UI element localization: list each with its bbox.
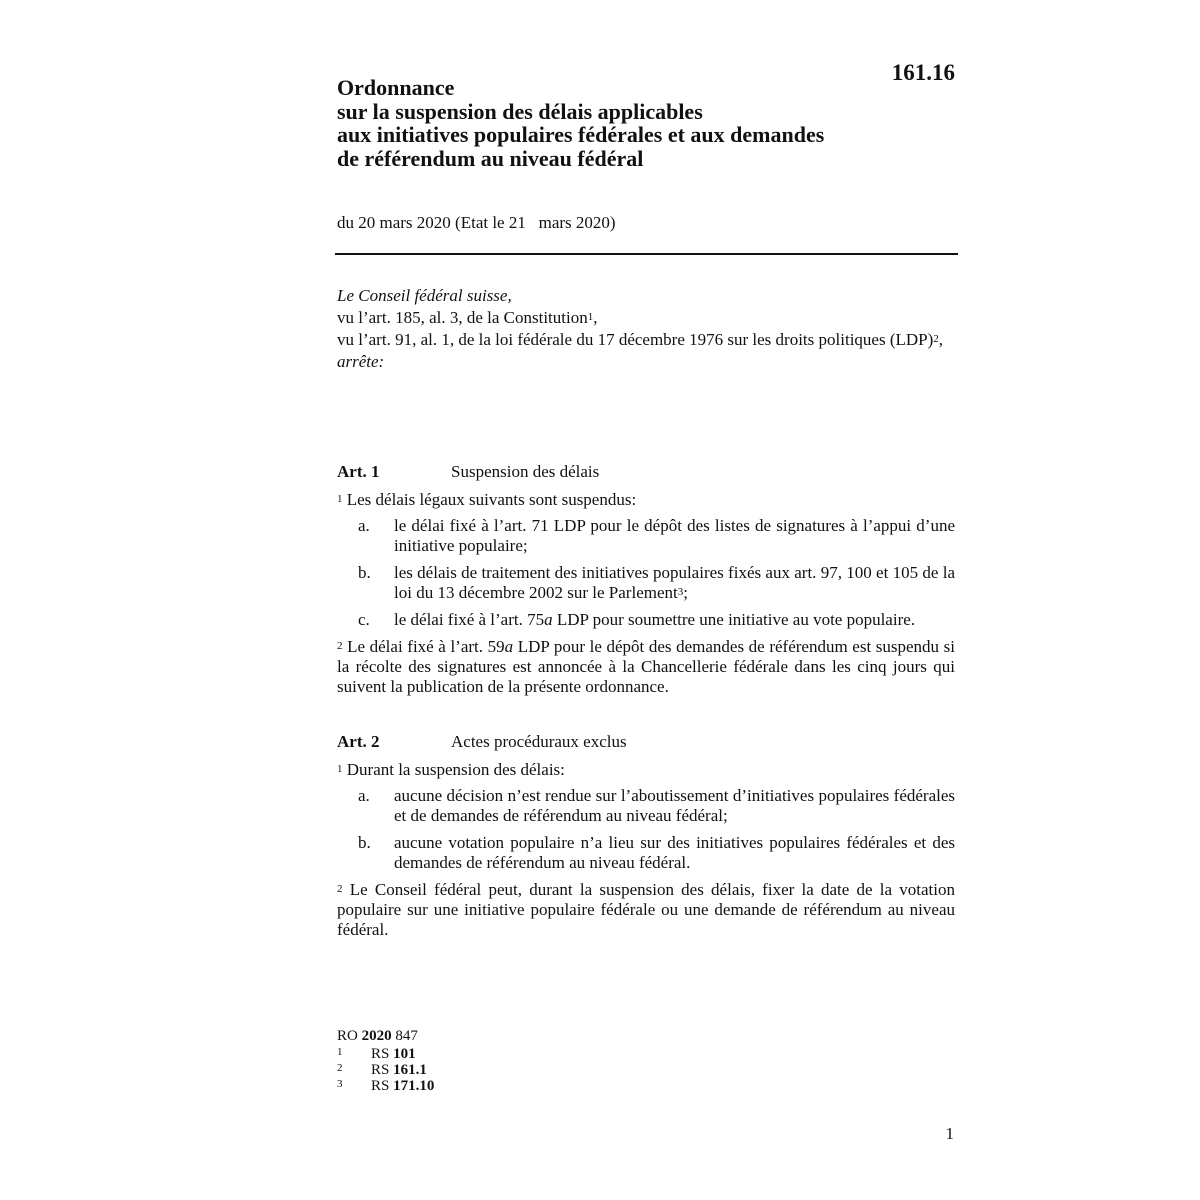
article-number: Art. 2 [337,732,380,751]
footnote-ref-number[interactable]: 171.10 [393,1078,435,1094]
item-letter: b. [358,563,371,582]
list-item [337,516,955,556]
ro-page: 847 [391,1028,418,1044]
title-line: sur la suspension des délais applicables [337,98,703,124]
footnote-prefix: RS [371,1078,394,1094]
paragraph-text: Le Conseil fédéral peut, durant la suspension des délais, fixer la date de la votation populaire sur une initiative populaire fédérale ou une demande de référendum au niveau fédéral. [337,880,955,939]
sr-number: 161.16 [891,60,955,85]
document-title [337,76,937,170]
paragraph-number: 1 [337,493,343,505]
article-suffix: a [504,637,514,656]
preamble-basis-2 [337,330,957,350]
item-text [394,563,955,603]
paragraph-text: Durant la suspension des délais: [342,760,565,779]
paragraph-number: 2 [337,883,343,895]
footnote-number: 1 [337,1046,343,1058]
item-letter: a. [358,786,370,805]
footnote-ref[interactable]: 1 [587,311,594,323]
paragraph-text: LDP pour le dépôt des demandes de référendum est suspendu si la récolte des signatures est annoncée à la Chancellerie fédérale dans les cinq jours qui suivent la publication de la présente ordonnance. [337,637,955,696]
item-letter: a. [358,516,370,535]
date-line: du 20 mars 2020 (Etat le 21 mars 2020) [337,213,616,232]
ro-prefix: RO [337,1028,362,1044]
list-item [337,786,955,826]
footnote-prefix: RS [371,1046,394,1062]
ro-year: 2020 [361,1028,392,1044]
paragraph-1 [337,760,955,780]
article-suffix: a [544,610,553,629]
paragraph-2 [337,637,955,697]
article-2 [337,732,955,946]
item-text-body: les délais de traitement des initiatives populaires fixés aux art. 97, 100 et 105 de la loi du 13 décembre 2002 sur le Parlement [394,563,955,602]
footnote-ref[interactable]: 3 [677,586,684,598]
title-line: de référendum au niveau fédéral [337,145,644,171]
item-text: aucune votation populaire n’a lieu sur des initiatives populaires fédérales et des demandes de référendum au niveau fédéral. [394,833,955,872]
footnote-prefix: RS [371,1062,394,1078]
item-text-body: LDP pour soumettre une initiative au vote populaire. [552,610,916,629]
ro-reference [337,1028,434,1044]
item-list [337,786,955,873]
item-text: le délai fixé à l’art. 71 LDP pour le dépôt des listes de signatures à l’appui d’une initiative populaire; [394,516,955,555]
title-line: Ordonnance [337,75,455,100]
header-divider [335,253,958,255]
article-number: Art. 1 [337,462,380,481]
article-header [337,732,955,752]
article-heading: Actes procéduraux exclus [451,732,627,751]
list-item [337,833,955,873]
item-text: aucune décision n’est rendue sur l’aboutissement d’initiatives populaires fédérales et de demandes de référendum au niveau fédéral; [394,786,955,825]
preamble [337,286,957,374]
paragraph-number: 1 [337,763,343,775]
footnote-text [371,1078,434,1094]
footnote-number: 3 [337,1078,343,1090]
page-number: 1 [945,1124,954,1143]
paragraph-number: 2 [337,640,343,652]
title-line: aux initiatives populaires fédérales et aux demandes [337,122,825,147]
paragraph-text: Les délais légaux suivants sont suspendus: [342,490,637,509]
item-letter: b. [358,833,371,852]
preamble-authority: Le Conseil fédéral suisse, [337,286,512,305]
item-text-body: le délai fixé à l’art. 75 [394,610,545,629]
footnote-number: 2 [337,1062,343,1074]
footnote-text [371,1062,427,1078]
preamble-basis-1 [337,308,957,328]
footnote-ref[interactable]: 2 [933,333,939,345]
list-item [337,563,955,603]
punctuation: ; [683,583,688,602]
paragraph-2 [337,880,955,940]
item-letter: c. [358,610,370,629]
article-header [337,462,955,482]
footnote-ref-number[interactable]: 101 [393,1046,416,1062]
paragraph-text: Le délai fixé à l’art. 59 [342,637,505,656]
preamble-basis-text: vu l’art. 185, al. 3, de la Constitution [337,308,588,327]
footnote-text [371,1046,416,1062]
punctuation: , [938,330,944,349]
footnotes [337,1028,434,1094]
item-list [337,516,955,630]
list-item [337,610,955,630]
preamble-basis-text: vu l’art. 91, al. 1, de la loi fédérale du 17 décembre 1976 sur les droits politiques (LDP) [337,330,934,349]
item-text [394,610,955,630]
article-heading: Suspension des délais [451,462,600,481]
preamble-decree: arrête: [337,352,385,371]
punctuation: , [593,308,598,327]
article-1 [337,462,955,703]
paragraph-1 [337,490,955,510]
footnote-ref-number[interactable]: 161.1 [393,1062,427,1078]
footnote-item [337,1078,434,1094]
